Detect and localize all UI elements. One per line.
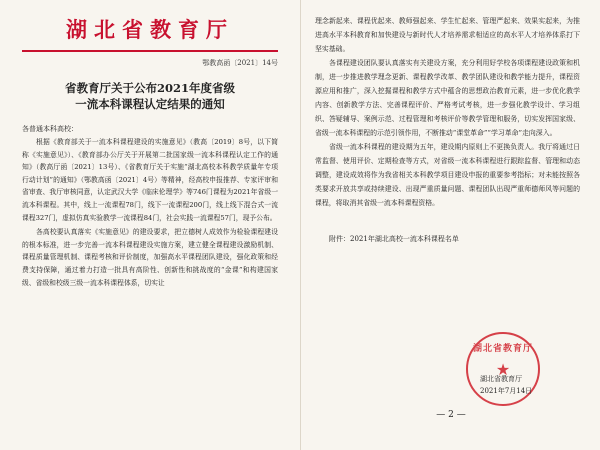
header-divider [22, 50, 278, 52]
paragraph-1: 根据《教育部关于一流本科课程建设的实施意见》（教高〔2019〕8号，以下简称《实施意见》）、《教育部办公厅关于开展第二批国家级一流本科课程认定工作的通知》（教高厅函〔2021〕13号）、《省教育厅关于实施“湖北高校本科教学质量年专项行动计划”的通知》（鄂教高函〔2021〕4号）等精神，经高校申报推荐、专家评审和省审查、我厅审核同意，认定武汉大学《临床伦理学》等746门课程为2021年省级一流本科课程。其中，线上一流课程78门，线下一流课程200门，线上线下混合式一流课程327门，虚拟仿真实验教学一流课程84门，社会实践一流课程57门，现予公布。 [22, 138, 278, 222]
document-number: 鄂教高函〔2021〕14号 [202, 59, 278, 67]
title-line-1: 省教育厅关于公布2021年度省级 [64, 81, 235, 95]
paragraph-continued: 理念新起来、课程优起来、教师强起来、学生忙起来、管理严起来、效果实起来，为推进高水平本科教育和加快建设与新时代人才培养需求相适应的高水平人才培养体系打下坚实基础。 [315, 17, 580, 53]
paragraph-2: 各高校要认真落实《实施意见》的建设要求，把立德树人成效作为检验课程建设的根本标准，进一步完善一流本科课程建设实施方案，建立健全课程建设激励机制、课程质量管理机制、课程考核和评价制度，加强高水平课程团队建设，强化政策和经费支持保障，通过着力打造一批具有高阶性、创新性和挑战度的“金课”和构建国家级、省级和校级三级一流本科课程体系，切实让 [22, 228, 278, 287]
salutation: 各普通本科高校： [22, 125, 78, 133]
signature-date: 2021年7月14日 [480, 387, 533, 395]
paragraph-4: 省级一流本科课程的建设期为五年，建设期内原则上不更换负责人。我厅将通过日常监督、使用评价、定期检查等方式，对省级一流本科课程进行跟踪监督、管理和动态调整，建设成效将作为我省相关本科教学项目建设申报的重要参考指标；对未能按照各类要求开放共享或持续建设、出现严重质量问题、课程团队出现严重师德师风等问题的课程，将取消其省级一流本科课程资格。 [315, 143, 580, 207]
title-line-2: 一流本科课程认定结果的通知 [75, 97, 225, 111]
signature-org: 湖北省教育厅 [480, 375, 522, 383]
page-number: — 2 — [436, 410, 466, 420]
right-page [300, 0, 600, 450]
seal-text: 湖北省教育厅 [472, 344, 533, 354]
document-header: 湖北省教育厅 [66, 17, 234, 42]
paragraph-3: 各课程建设团队要认真落实有关建设方案，充分利用好学校各项课程建设政策和机制，进一步推进教学理念更新、课程教学改革、教学团队建设和教学能力提升，课程资源应用和推广，深入挖掘课程和教学方式中蕴含的思想政治教育元素，进一步优化教学内容、创新教学方法、完善课程评价、严格考试考核，进一步强化教学设计、学习组织、答疑辅导、案例示范、过程管理和考核评价等教学管理和服务，切实发挥国家级、省级一流本科课程的示范引领作用，不断推动“课堂革命”“学习革命”走向深入。 [315, 59, 580, 137]
attachment-line: 附件：2021年湖北高校一流本科课程名单 [329, 235, 459, 243]
star-icon: ★ [495, 360, 511, 379]
document-title [22, 80, 278, 112]
